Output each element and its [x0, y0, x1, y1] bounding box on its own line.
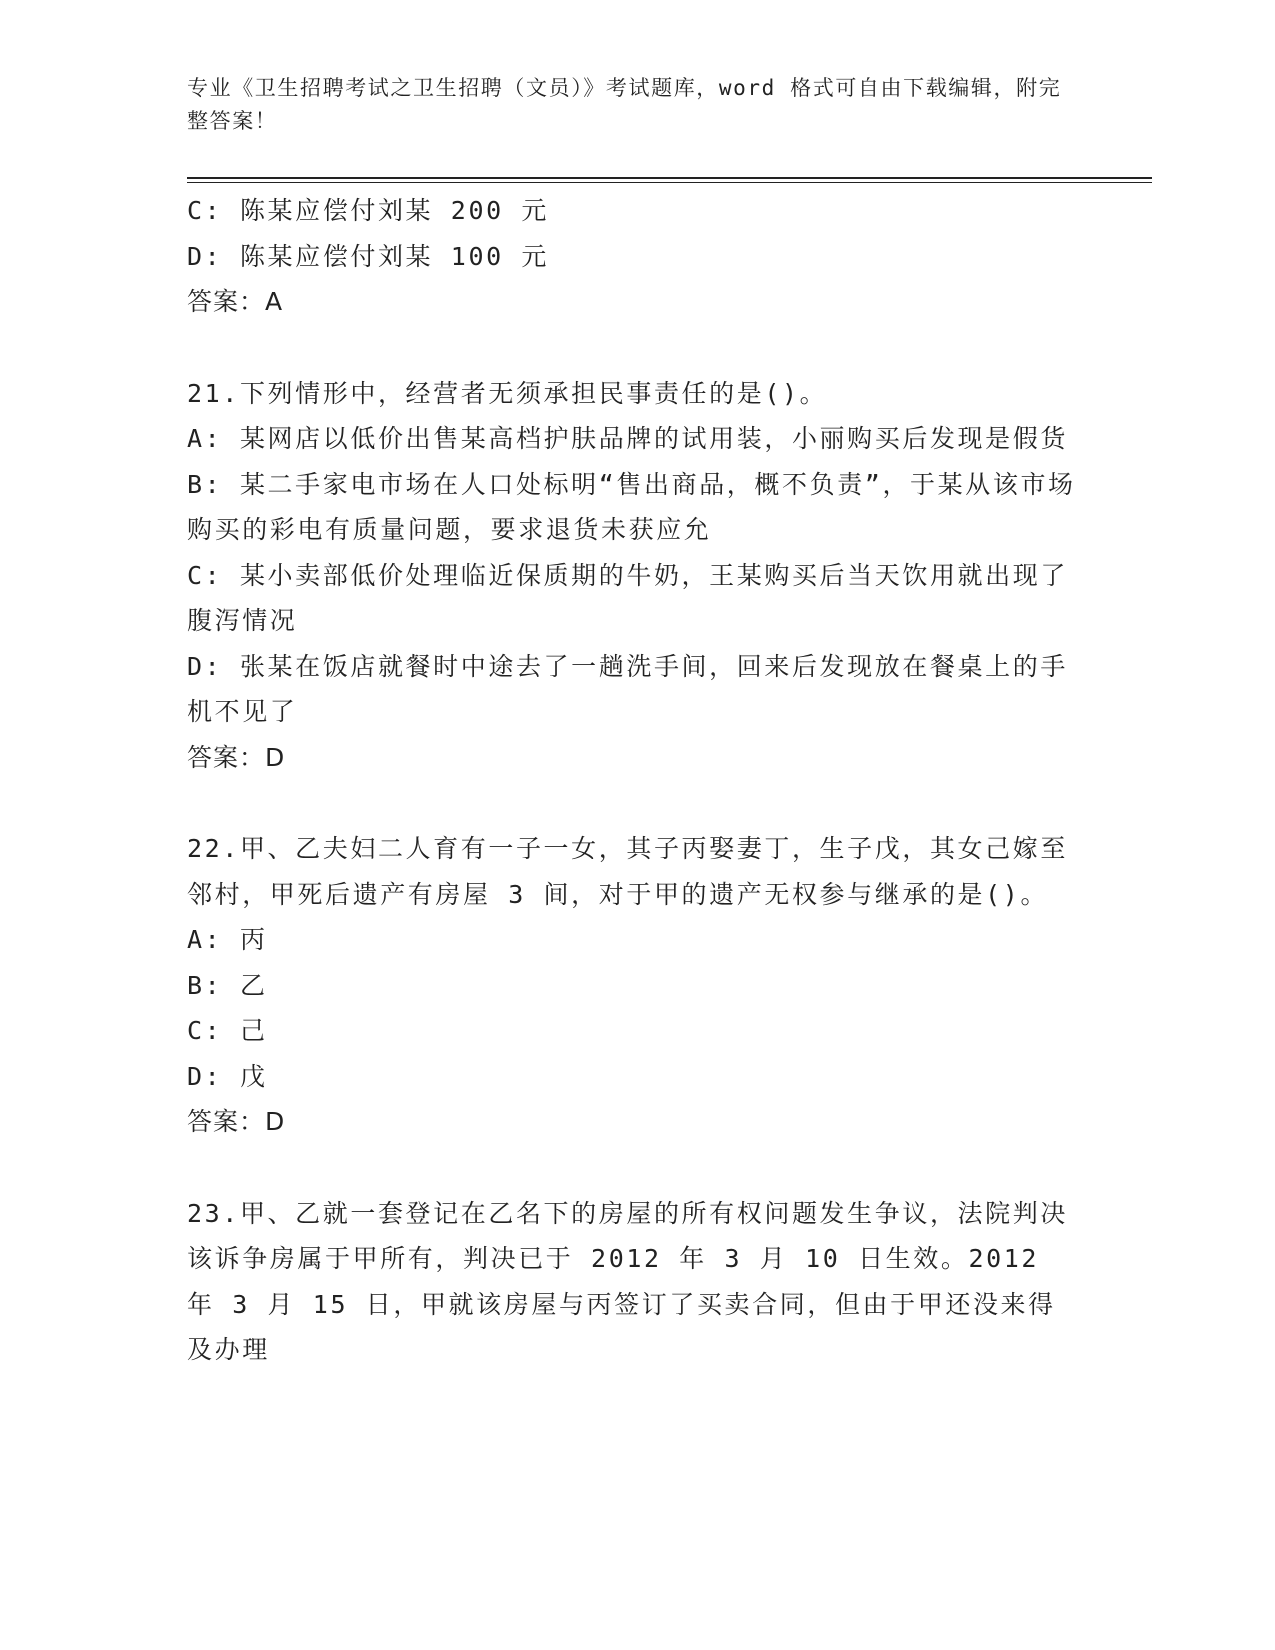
question-22: [187, 826, 1077, 1145]
q23-question: 23.甲、乙就一套登记在乙名下的房屋的所有权问题发生争议，法院判决该诉争房属于甲所有，判决已于 2012 年 3 月 10 日生效。2012 年 3 月 15 日，甲就该房屋与丙签订了买卖合同，但由于甲还没来得及办理: [187, 1198, 1068, 1364]
q21-option-b: B: 某二手家电市场在人口处标明“售出商品，概不负责”，于某从该市场购买的彩电有质量问题，要求退货未获应允: [187, 469, 1076, 544]
q22-option-d: D: 戊: [187, 1061, 268, 1091]
q21-question: 21.下列情形中，经营者无须承担民事责任的是()。: [187, 378, 828, 408]
question-21: [187, 371, 1077, 781]
question-content: [187, 188, 1077, 1373]
q20-option-d: D: 陈某应偿付刘某 100 元: [187, 241, 550, 271]
q20-answer: 答案：A: [187, 287, 284, 316]
question-gap: [187, 325, 1077, 371]
q22-option-c: C: 己: [187, 1016, 268, 1045]
q22-question: 22.甲、乙夫妇二人育有一子一女，其子丙娶妻丁，生子戊，其女己嫁至邻村，甲死后遗产有房屋 3 间，对于甲的遗产无权参与继承的是()。: [187, 834, 1068, 909]
q21-option-a: A: 某网店以低价出售某高档护肤品牌的试用装，小丽购买后发现是假货: [187, 424, 1068, 453]
page-header: 专业《卫生招聘考试之卫生招聘（文员）》考试题库，word 格式可自由下载编辑，附完整答案！: [187, 76, 1062, 133]
question-23: [187, 1191, 1077, 1373]
q22-answer: 答案：D: [187, 1107, 286, 1136]
question-gap: [187, 780, 1077, 826]
question-gap: [187, 1145, 1077, 1191]
q21-option-c: C: 某小卖部低价处理临近保质期的牛奶，王某购买后当天饮用就出现了腹泻情况: [187, 560, 1068, 635]
header-divider: [187, 177, 1152, 183]
q21-option-d: D: 张某在饭店就餐时中途去了一趟洗手间，回来后发现放在餐桌上的手机不见了: [187, 651, 1068, 726]
q21-answer: 答案：D: [187, 742, 286, 772]
q22-option-b: B: 乙: [187, 970, 268, 1000]
q20-option-c: C: 陈某应偿付刘某 200 元: [187, 196, 550, 225]
question-20-tail: [187, 188, 1077, 325]
q22-option-a: A: 丙: [187, 925, 268, 954]
